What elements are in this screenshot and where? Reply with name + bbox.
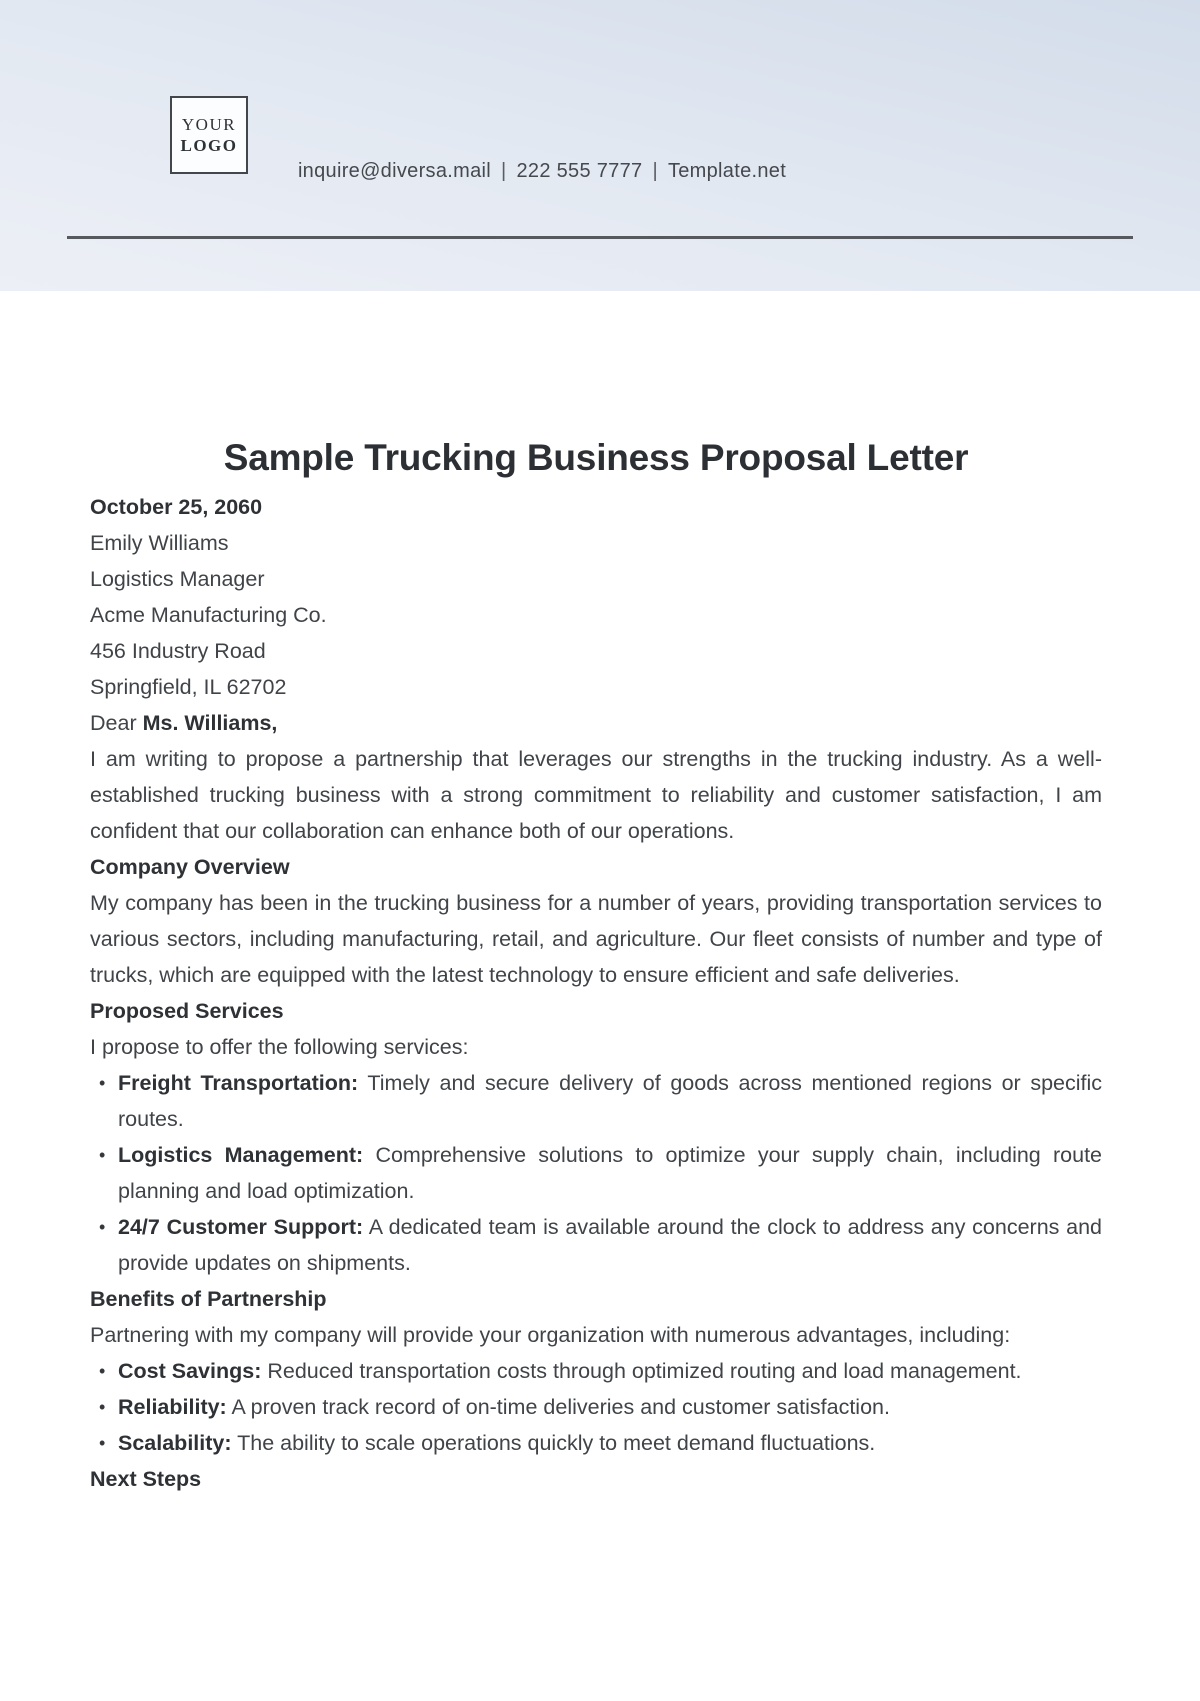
section-heading-proposed-services: Proposed Services	[90, 999, 284, 1023]
list-item-freight-transportation	[90, 1065, 1102, 1137]
contact-separator: |	[500, 160, 507, 182]
proposed-services-intro: I propose to offer the following services:	[90, 1035, 469, 1059]
bullet-term: Reliability:	[118, 1395, 227, 1419]
recipient-name: Emily Williams	[90, 531, 229, 555]
recipient-street: 456 Industry Road	[90, 639, 266, 663]
bullet-term: Logistics Management:	[118, 1143, 364, 1167]
bullet-term: 24/7 Customer Support:	[118, 1215, 364, 1239]
bullet-text: Timely and secure delivery of goods across mentioned regions or specific routes.	[118, 1071, 1103, 1131]
letter-body	[90, 489, 1102, 1497]
recipient-title: Logistics Manager	[90, 567, 265, 591]
contact-line	[0, 160, 1084, 183]
salutation	[90, 705, 1102, 741]
company-overview-paragraph: My company has been in the trucking business for a number of years, providing transportation services to various sectors, including manufacturing, retail, and agriculture. Our fleet consists of number and type of trucks, which are equipped with the latest technology to ensure efficient and safe deliveries.	[90, 891, 1102, 987]
bullet-term: Cost Savings:	[118, 1359, 262, 1383]
logo-line2: LOGO	[180, 136, 238, 155]
list-item-customer-support	[90, 1209, 1102, 1281]
contact-phone: 222 555 7777	[516, 160, 643, 182]
header-divider	[67, 236, 1133, 239]
page-title: Sample Trucking Business Proposal Letter	[223, 437, 969, 478]
salutation-prefix: Dear	[90, 711, 137, 735]
letter-content	[0, 437, 1200, 1497]
contact-website: Template.net	[667, 160, 787, 182]
bullet-text: A proven track record of on-time deliveries and customer satisfaction.	[231, 1395, 890, 1419]
contact-email: inquire@diversa.mail	[297, 160, 491, 182]
bullet-text: Comprehensive solutions to optimize your supply chain, including route planning and load optimization.	[118, 1143, 1102, 1203]
list-item-logistics-management	[90, 1137, 1102, 1209]
bullet-text: The ability to scale operations quickly to meet demand fluctuations.	[237, 1431, 876, 1455]
logo-line1: YOUR	[181, 115, 237, 134]
contact-separator: |	[652, 160, 658, 182]
letterhead	[0, 0, 1200, 291]
bullet-term: Scalability:	[118, 1431, 232, 1455]
bullet-text: A dedicated team is available around the clock to address any concerns and provide updates on shipments.	[118, 1215, 1103, 1275]
benefits-intro: Partnering with my company will provide your organization with numerous advantages, including:	[90, 1323, 1011, 1347]
section-heading-next-steps: Next Steps	[90, 1467, 202, 1491]
list-item-scalability	[90, 1425, 1102, 1461]
bullet-term: Freight Transportation:	[118, 1071, 359, 1095]
list-item-cost-savings	[90, 1353, 1102, 1389]
proposed-services-list	[90, 1065, 1102, 1281]
section-heading-company-overview: Company Overview	[90, 855, 290, 879]
section-heading-benefits: Benefits of Partnership	[90, 1287, 327, 1311]
list-item-reliability	[90, 1389, 1102, 1425]
bullet-text: Reduced transportation costs through optimized routing and load management.	[267, 1359, 1022, 1383]
recipient-company: Acme Manufacturing Co.	[90, 603, 327, 627]
benefits-list	[90, 1353, 1102, 1461]
letter-date: October 25, 2060	[90, 495, 263, 519]
intro-paragraph: I am writing to propose a partnership that leverages our strengths in the trucking industry. As a well-established trucking business with a strong commitment to reliability and customer satisfaction, I am confident that our collaboration can enhance both of our operations.	[90, 747, 1102, 843]
recipient-city: Springfield, IL 62702	[90, 675, 287, 699]
salutation-name: Ms. Williams,	[142, 711, 278, 735]
